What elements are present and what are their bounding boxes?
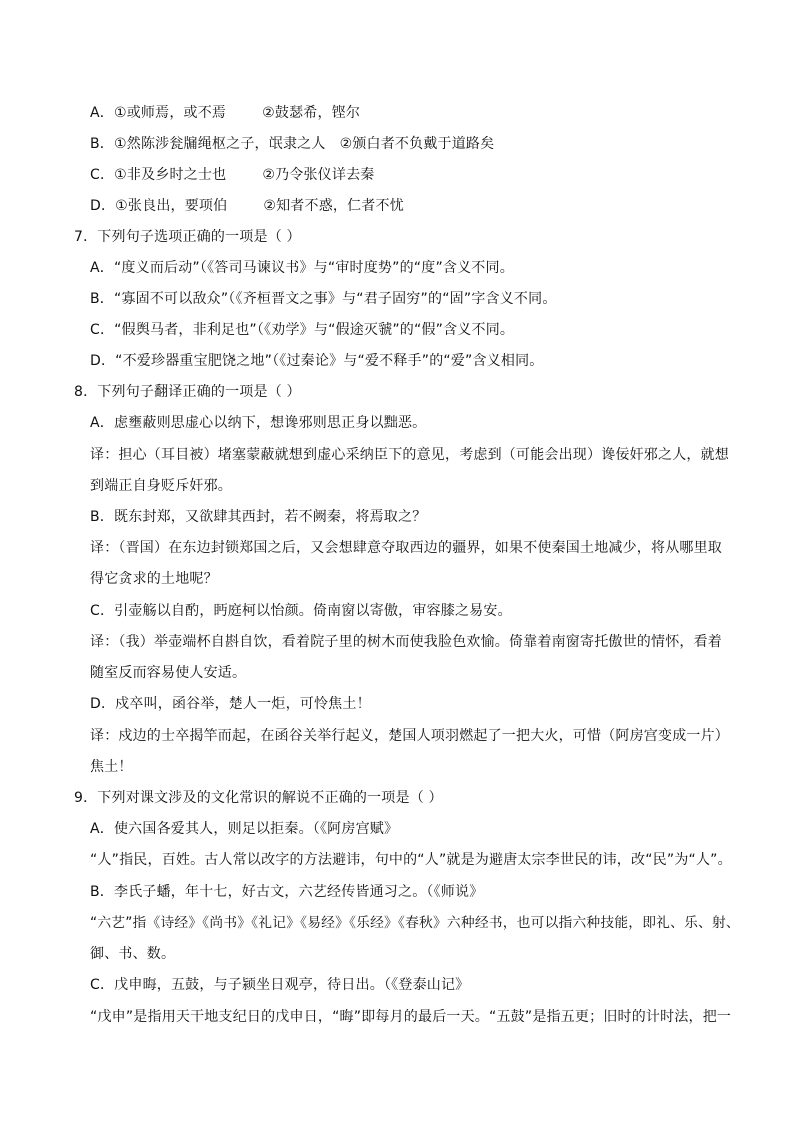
q8-option-a: A．虑壅蔽则思虚心以纳下，想谗邪则思正身以黜恶。 bbox=[90, 415, 427, 431]
q8-translation-c: 译：（我）举壶端杯自斟自饮，看着院子里的树木而使我脸色欢愉。倚靠着南窗寄托傲世的情怀，看着 bbox=[90, 634, 722, 650]
q8-translation-b: 译：（晋国）在东边封锁郑国之后，又会想肆意夺取西边的疆界，如果不使秦国土地减少，将从哪里取 bbox=[90, 540, 722, 556]
q6-option-c bbox=[90, 165, 374, 185]
q8-option-d: D．戍卒叫，函谷举，楚人一炬，可怜焦土！ bbox=[90, 696, 371, 712]
q8-translation-c-cont: 随室反而容易使人安适。 bbox=[90, 665, 247, 681]
q9-option-a: A．使六国各爱其人，则足以拒秦。（《阿房宫赋》 bbox=[90, 821, 399, 837]
q8-translation-b-cont: 得它贪求的土地呢？ bbox=[90, 571, 218, 587]
q9-option-c: C．戊申晦，五鼓，与子颍坐日观亭，待日出。（《登泰山记》 bbox=[90, 977, 470, 993]
q6-option-d-second: ②知者不惑，仁者不忧 bbox=[263, 198, 404, 214]
q6-option-a bbox=[90, 103, 360, 123]
q8-stem: 8．下列句子翻译正确的一项是（ ） bbox=[74, 384, 301, 400]
q7-stem: 7．下列句子选项正确的一项是（ ） bbox=[74, 229, 301, 245]
q8-translation-d: 译：戍边的士卒揭竿而起，在函谷关举行起义，楚国人项羽燃起了一把大火，可惜（阿房宫变成一片） bbox=[90, 728, 729, 744]
q6-option-b-second: ②颁白者不负戴于道路矣 bbox=[339, 136, 495, 152]
q9-stem: 9．下列对课文涉及的文化常识的解说不正确的一项是（ ） bbox=[74, 790, 443, 806]
q8-translation-d-cont: 焦土！ bbox=[90, 759, 133, 775]
q9-explanation-b-cont: 御、书、数。 bbox=[90, 946, 176, 962]
q6-option-a-first: A．①或师焉，或不焉 bbox=[90, 105, 227, 121]
q7-option-c: C．“假舆马者，非利足也”（《劝学》与“假途灭虢”的“假”含义不同。 bbox=[90, 322, 515, 338]
q9-option-b: B．李氏子蟠，年十七，好古文，六艺经传皆通习之。（《师说》 bbox=[90, 884, 484, 900]
q6-option-b bbox=[90, 134, 494, 154]
q9-explanation-c: “戊申”是指用天干地支纪日的戊申日，“晦”即每月的最后一天。“五鼓”是指五更；旧时的计时法，把一 bbox=[90, 1009, 732, 1025]
q6-option-c-second: ②乃令张仪详去秦 bbox=[262, 167, 375, 183]
q6-option-b-first: B．①然陈涉瓮牖绳枢之子，氓隶之人 bbox=[90, 136, 326, 152]
q7-option-b: B．“寡固不可以敌众”（《齐桓晋文之事》与“君子固穷”的“固”字含义不同。 bbox=[90, 291, 557, 307]
q9-explanation-a: “人”指民，百姓。古人常以改字的方法避讳，句中的“人”就是为避唐太宗李世民的讳，改“民”为“人”。 bbox=[90, 852, 732, 868]
q6-option-d-first: D．①张良出，要项伯 bbox=[90, 198, 228, 214]
q8-translation-a: 译：担心（耳目被）堵塞蒙蔽就想到虚心采纳臣下的意见，考虑到（可能会出现）谗佞奸邪之人，就想 bbox=[90, 447, 729, 463]
q6-option-a-second: ②鼓瑟希，铿尔 bbox=[262, 105, 361, 121]
q6-option-d bbox=[90, 196, 404, 216]
q7-option-a: A．“度义而后动”（《答司马谏议书》与“审时度势”的“度”含义不同。 bbox=[90, 260, 514, 276]
q6-option-c-first: C．①非及乡时之士也 bbox=[90, 167, 227, 183]
q9-explanation-b: “六艺”指《诗经》《尚书》《礼记》《易经》《乐经》《春秋》六种经书，也可以指六种技能，即礼、乐、射、 bbox=[90, 915, 740, 931]
q8-option-c: C．引壶觞以自酌，眄庭柯以怡颜。倚南窗以寄傲，审容膝之易安。 bbox=[90, 603, 512, 619]
q8-translation-a-cont: 到端正自身贬斥奸邪。 bbox=[90, 478, 232, 494]
q8-option-b: B．既东封郑，又欲肆其西封，若不阙秦，将焉取之？ bbox=[90, 509, 427, 525]
q7-option-d: D．“不爱珍器重宝肥饶之地”（《过秦论》与“爱不释手”的“爱”含义相同。 bbox=[90, 353, 544, 369]
